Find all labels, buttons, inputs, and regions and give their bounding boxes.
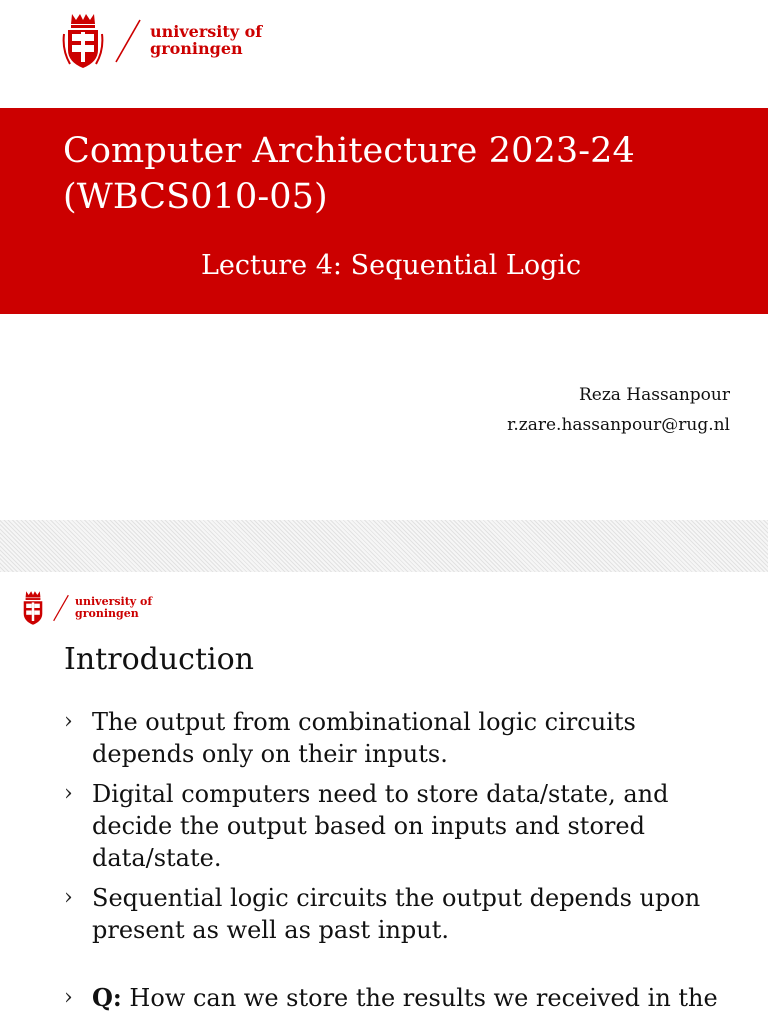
slide-separator-stripe (0, 520, 768, 572)
lecture-subtitle: Lecture 4: Sequential Logic (201, 250, 582, 281)
chevron-right-icon: › (64, 885, 73, 910)
bullet-text: The output from combinational logic circuits depends only on their inputs. (92, 708, 636, 768)
author-email: r.zare.hassanpour@rug.nl (507, 415, 730, 435)
chevron-right-icon: › (64, 781, 73, 806)
bullet-list (64, 706, 744, 1022)
chevron-right-icon: › (64, 709, 73, 734)
coat-of-arms-icon (62, 12, 104, 70)
logo-line-1: university of (150, 22, 263, 42)
logo-line-2: groningen (150, 39, 243, 58)
title-banner (0, 108, 768, 314)
logo-line-2: groningen (75, 607, 139, 620)
bullet-item (64, 706, 744, 770)
author-name: Reza Hassanpour (578, 385, 730, 405)
university-logo (62, 12, 262, 70)
logo-wordmark (75, 596, 152, 619)
chevron-right-icon: › (64, 985, 73, 1010)
bullet-text: Sequential logic circuits the output depends upon present as well as past input. (92, 884, 701, 944)
slash-divider-icon (110, 16, 146, 66)
logo-wordmark (150, 24, 262, 58)
question-item (64, 982, 744, 1014)
introduction-slide (0, 572, 768, 1024)
logo-line-1: university of (75, 595, 153, 609)
bullet-item (64, 778, 744, 874)
bullet-text: Digital computers need to store data/state, and decide the output based on inputs and stored data/state. (92, 780, 669, 872)
question-label: Q: (92, 983, 122, 1012)
author-info (507, 380, 730, 440)
university-logo-small (20, 590, 152, 626)
slash-divider-icon (50, 592, 72, 624)
course-title-line-1: Computer Architecture 2023-24 (63, 131, 635, 171)
coat-of-arms-icon (20, 590, 46, 626)
bullet-item (64, 882, 744, 946)
question-text: How can we store the results we received in the (121, 984, 718, 1012)
course-title (63, 128, 635, 220)
course-title-line-2: (WBCS010-05) (63, 177, 328, 217)
slide-title: Introduction (64, 642, 254, 677)
